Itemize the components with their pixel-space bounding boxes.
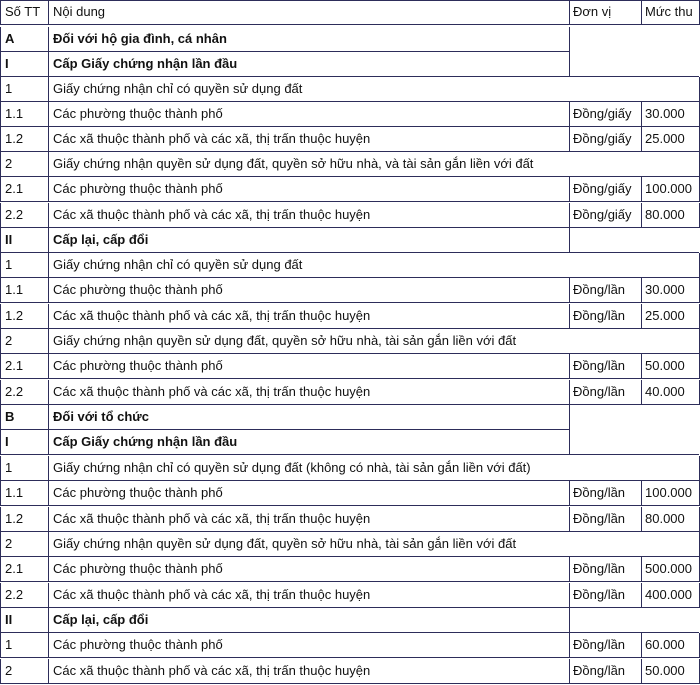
col-rule: [48, 456, 49, 481]
row-rule: [0, 328, 699, 329]
row-rate: 500.000: [645, 561, 692, 576]
col-rule: [0, 456, 1, 481]
row-rule: [0, 683, 699, 684]
row-rule: [0, 126, 699, 127]
col-rule: [48, 253, 49, 278]
col-rule: [48, 481, 49, 506]
col-rule: [48, 329, 49, 354]
col-rule: [0, 557, 1, 582]
col-rule: [0, 177, 1, 202]
row-rate: 100.000: [645, 485, 692, 500]
row-content: Các phường thuộc thành phố: [53, 181, 223, 196]
col-rule: [0, 152, 1, 177]
row-unit: Đồng/lần: [573, 485, 626, 500]
col-rule: [569, 278, 570, 303]
row-rule: [0, 227, 699, 228]
row-stt: II: [5, 612, 13, 627]
col-rule: [641, 203, 642, 228]
row-stt: 1.1: [5, 282, 24, 297]
row-rule: [0, 454, 699, 455]
col-rule: [569, 102, 570, 127]
row-stt: 1: [5, 257, 13, 272]
col-rule: [0, 430, 1, 455]
col-rule: [569, 0, 570, 25]
col-rule: [0, 481, 1, 506]
col-rule: [48, 405, 49, 430]
row-unit: Đồng/giấy: [573, 106, 632, 121]
col-rule: [569, 203, 570, 228]
row-content: Giấy chứng nhận quyền sử dụng đất, quyền sở hữu nhà, tài sản gắn liền với đất: [53, 333, 517, 348]
row-stt: I: [5, 434, 9, 449]
col-rule: [641, 583, 642, 608]
col-rule: [641, 0, 642, 25]
row-rate: 80.000: [645, 511, 685, 526]
row-rate: 50.000: [645, 358, 685, 373]
col-rule: [48, 659, 49, 684]
row-content: Các xã thuộc thành phố và các xã, thị trấn thuộc huyện: [53, 207, 371, 222]
col-rule: [0, 52, 1, 77]
row-rule: [0, 480, 699, 481]
row-stt: B: [5, 409, 15, 424]
row-rule: [0, 531, 699, 532]
col-rule: [641, 557, 642, 582]
col-rule: [0, 203, 1, 228]
row-rule: [0, 404, 699, 405]
col-rule: [0, 253, 1, 278]
row-content: Cấp Giấy chứng nhận lần đầu: [53, 56, 238, 71]
col-rule: [0, 102, 1, 127]
row-stt: 1.2: [5, 308, 24, 323]
row-content: Giấy chứng nhận quyền sử dụng đất, quyền sở hữu nhà, và tài sản gắn liền với đất: [53, 156, 534, 171]
row-unit: Đồng/lần: [573, 561, 626, 576]
col-rule: [48, 532, 49, 557]
row-unit: Đồng/lần: [573, 308, 626, 323]
row-unit: Đồng/lần: [573, 637, 626, 652]
col-rule: [0, 127, 1, 152]
col-rule: [569, 304, 570, 329]
row-rule: [0, 505, 699, 506]
row-stt: 2: [5, 663, 13, 678]
col-rule: [0, 608, 1, 633]
col-rule: [48, 52, 49, 77]
col-rule: [569, 430, 570, 455]
row-rule: [0, 277, 699, 278]
row-rate: 30.000: [645, 106, 685, 121]
row-content: Các xã thuộc thành phố và các xã, thị trấn thuộc huyện: [53, 131, 371, 146]
col-rule: [569, 228, 570, 253]
row-rule: [0, 632, 699, 633]
row-stt: 1.1: [5, 485, 24, 500]
col-rule: [569, 583, 570, 608]
col-rule: [48, 77, 49, 102]
row-stt: 1.1: [5, 106, 24, 121]
col-rule: [0, 27, 1, 52]
row-rule: [0, 581, 699, 582]
col-rule: [48, 507, 49, 532]
row-rule: [0, 176, 699, 177]
row-content: Đối với tổ chức: [53, 409, 149, 424]
row-content: Các phường thuộc thành phố: [53, 106, 223, 121]
col-rule: [48, 633, 49, 658]
col-rule: [569, 481, 570, 506]
row-stt: 2.1: [5, 358, 24, 373]
col-rule: [641, 304, 642, 329]
row-unit: Đồng/giấy: [573, 207, 632, 222]
row-unit: Đồng/lần: [573, 358, 626, 373]
row-stt: 2: [5, 536, 13, 551]
row-rule: [0, 657, 699, 658]
row-rule: [0, 429, 569, 430]
col-rule: [0, 304, 1, 329]
row-rate: 40.000: [645, 384, 685, 399]
col-rule: [641, 380, 642, 405]
row-content: Các phường thuộc thành phố: [53, 358, 223, 373]
col-rule: [641, 102, 642, 127]
row-stt: 2.2: [5, 207, 24, 222]
row-rate: 25.000: [645, 131, 685, 146]
row-content: Các xã thuộc thành phố và các xã, thị trấn thuộc huyện: [53, 308, 371, 323]
row-rule: [0, 24, 699, 25]
row-content: Các xã thuộc thành phố và các xã, thị trấn thuộc huyện: [53, 511, 371, 526]
header-unit: Đơn vị: [573, 4, 612, 19]
row-stt: 2.1: [5, 181, 24, 196]
row-stt: 2: [5, 333, 13, 348]
row-content: Giấy chứng nhận chỉ có quyền sử dụng đất (không có nhà, tài sản gắn liền với đất): [53, 460, 531, 475]
col-rule: [48, 152, 49, 177]
col-rule: [0, 380, 1, 405]
row-stt: A: [5, 31, 15, 46]
row-rate: 30.000: [645, 282, 685, 297]
col-rule: [0, 0, 1, 25]
row-stt: 2.2: [5, 587, 24, 602]
row-content: Các xã thuộc thành phố và các xã, thị trấn thuộc huyện: [53, 587, 371, 602]
col-rule: [641, 659, 642, 684]
col-rule: [0, 228, 1, 253]
row-rate: 100.000: [645, 181, 692, 196]
col-rule: [641, 633, 642, 658]
col-rule: [48, 608, 49, 633]
col-rule: [48, 203, 49, 228]
row-content: Các phường thuộc thành phố: [53, 637, 223, 652]
rule: [0, 0, 699, 1]
row-content: Giấy chứng nhận quyền sử dụng đất, quyền sở hữu nhà, tài sản gắn liền với đất: [53, 536, 517, 551]
col-rule: [48, 380, 49, 405]
row-unit: Đồng/lần: [573, 663, 626, 678]
col-rule: [48, 102, 49, 127]
col-rule: [0, 354, 1, 379]
row-rate: 400.000: [645, 587, 692, 602]
col-rule: [0, 659, 1, 684]
col-rule: [48, 430, 49, 455]
col-rule: [48, 583, 49, 608]
row-stt: II: [5, 232, 13, 247]
col-rule: [0, 507, 1, 532]
row-content: Các phường thuộc thành phố: [53, 561, 223, 576]
col-rule: [569, 52, 570, 77]
row-rate: 25.000: [645, 308, 685, 323]
row-stt: 1: [5, 460, 13, 475]
row-rule: [0, 302, 699, 303]
col-rule: [0, 77, 1, 102]
row-rule: [0, 201, 699, 202]
header-rate: Mức thu: [645, 4, 693, 19]
row-unit: Đồng/giấy: [573, 181, 632, 196]
row-rule: [0, 101, 699, 102]
col-rule: [0, 405, 1, 430]
row-stt: 2: [5, 156, 13, 171]
row-rate: 50.000: [645, 663, 685, 678]
col-rule: [48, 27, 49, 52]
col-rule: [641, 481, 642, 506]
col-rule: [569, 557, 570, 582]
row-rule: [0, 76, 699, 77]
row-unit: Đồng/lần: [573, 282, 626, 297]
row-unit: Đồng/lần: [573, 587, 626, 602]
col-rule: [48, 177, 49, 202]
row-rule: [0, 378, 699, 379]
col-rule: [48, 304, 49, 329]
row-rate: 60.000: [645, 637, 685, 652]
col-rule: [641, 177, 642, 202]
col-rule: [48, 354, 49, 379]
col-rule: [48, 228, 49, 253]
row-content: Cấp Giấy chứng nhận lần đầu: [53, 434, 238, 449]
col-rule: [0, 583, 1, 608]
col-rule: [0, 278, 1, 303]
row-unit: Đồng/lần: [573, 384, 626, 399]
row-rule: [0, 151, 699, 152]
col-rule: [641, 127, 642, 152]
col-rule: [48, 278, 49, 303]
col-rule: [0, 329, 1, 354]
col-rule: [569, 659, 570, 684]
row-stt: 1.2: [5, 131, 24, 146]
row-stt: 1: [5, 81, 13, 96]
row-rule: [0, 252, 699, 253]
row-rate: 80.000: [645, 207, 685, 222]
row-content: Các phường thuộc thành phố: [53, 485, 223, 500]
row-content: Giấy chứng nhận chỉ có quyền sử dụng đất: [53, 81, 303, 96]
row-rule: [0, 353, 699, 354]
row-content: Cấp lại, cấp đổi: [53, 232, 149, 247]
row-stt: I: [5, 56, 9, 71]
row-rule: [0, 556, 699, 557]
row-rule: [0, 51, 569, 52]
col-rule: [641, 507, 642, 532]
col-rule: [641, 278, 642, 303]
row-content: Đối với hộ gia đình, cá nhân: [53, 31, 227, 46]
row-stt: 1: [5, 637, 13, 652]
col-rule: [569, 507, 570, 532]
col-rule: [641, 354, 642, 379]
col-rule: [569, 27, 570, 52]
col-rule: [569, 608, 570, 633]
col-rule: [569, 405, 570, 430]
row-unit: Đồng/lần: [573, 511, 626, 526]
row-content: Các phường thuộc thành phố: [53, 282, 223, 297]
row-unit: Đồng/giấy: [573, 131, 632, 146]
col-rule: [48, 0, 49, 25]
header-stt: Số TT: [5, 4, 41, 19]
row-content: Cấp lại, cấp đổi: [53, 612, 149, 627]
col-rule: [569, 354, 570, 379]
row-stt: 2.2: [5, 384, 24, 399]
row-stt: 2.1: [5, 561, 24, 576]
row-content: Giấy chứng nhận chỉ có quyền sử dụng đất: [53, 257, 303, 272]
col-rule: [0, 532, 1, 557]
row-rule: [0, 607, 699, 608]
header-content: Nội dung: [53, 4, 106, 19]
col-rule: [569, 380, 570, 405]
col-rule: [569, 127, 570, 152]
col-rule: [0, 633, 1, 658]
row-stt: 1.2: [5, 511, 24, 526]
row-content: Các xã thuộc thành phố và các xã, thị trấn thuộc huyện: [53, 384, 371, 399]
col-rule: [48, 557, 49, 582]
col-rule: [569, 177, 570, 202]
col-rule: [48, 127, 49, 152]
col-rule: [569, 633, 570, 658]
row-content: Các xã thuộc thành phố và các xã, thị trấn thuộc huyện: [53, 663, 371, 678]
